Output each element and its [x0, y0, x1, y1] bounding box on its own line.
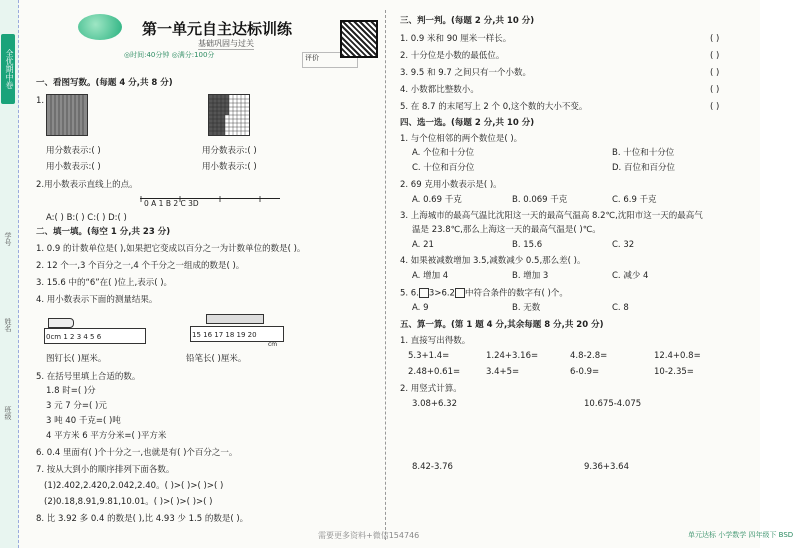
fill-4: 4. 用小数表示下面的测量结果。: [36, 295, 158, 305]
choice-4a: A. 增加 4: [412, 271, 449, 281]
binding-sidebar: [0, 0, 19, 548]
choice-3-line2: 温是 23.8℃,那么上海这一天的最高气温是( )℃。: [412, 225, 601, 235]
section-3-heading: 三、判一判。(每题 2 分,共 10 分): [400, 16, 535, 26]
ruler-left-labels: 0cm 1 2 3 4 5 6: [46, 333, 102, 341]
page-subtitle: 基础巩固与过关: [198, 39, 254, 48]
q1-decimal-left: 用小数表示:( ): [46, 162, 101, 172]
choice-1a: A. 个位和十分位: [412, 148, 475, 158]
judge-4: 4. 小数都比整数小。: [400, 85, 479, 95]
fill-5b: 3 元 7 分=( )元: [46, 401, 107, 411]
choice-2: 2. 69 克用小数表示是( )。: [400, 180, 502, 190]
choice-3a: A. 21: [412, 240, 434, 250]
choice-5-middle: 3>6.2: [428, 288, 455, 299]
fill-4a: 图钉长( )厘米。: [46, 354, 107, 364]
fill-6: 6. 0.4 里面有( )个十分之一,也就是有( )个百分之一。: [36, 448, 238, 458]
section-2-heading: 二、填一填。(每空 1 分,共 23 分): [36, 227, 171, 237]
calc-1a: 5.3+1.4=: [408, 351, 450, 361]
fill-5c: 3 吨 40 千克=( )吨: [46, 416, 121, 426]
calc-1d: 12.4+0.8=: [654, 351, 701, 361]
judge-5-paren: ( ): [710, 102, 720, 112]
score-box: 评价: [302, 52, 358, 68]
section-4-heading: 四、选一选。(每题 2 分,共 10 分): [400, 118, 535, 128]
calc-2d: 9.36+3.64: [584, 462, 629, 472]
fill-5a: 1.8 时=( )分: [46, 386, 96, 396]
ruler-right-unit: cm: [268, 341, 278, 348]
fill-7: 7. 按从大到小的顺序排列下面各数。: [36, 465, 175, 475]
calc-2c: 8.42-3.76: [412, 462, 453, 472]
tenths-grid: [46, 94, 88, 136]
choice-1b: B. 十位和十分位: [612, 148, 675, 158]
choice-2b: B. 0.069 千克: [512, 195, 568, 205]
choice-5-suffix: 中符合条件的数字有( )个。: [464, 288, 568, 299]
choice-4c: C. 减少 4: [612, 271, 649, 281]
calc-2a: 3.08+6.32: [412, 399, 457, 409]
choice-3b: B. 15.6: [512, 240, 543, 250]
time-score-info: ◎时间:40分钟 ◎满分:100分: [124, 51, 215, 59]
fill-8: 8. 比 3.92 多 0.4 的数是( ),比 4.93 少 1.5 的数是( )。: [36, 514, 249, 524]
judge-2-paren: ( ): [710, 51, 720, 61]
calc-1b: 1.24+3.16=: [486, 351, 539, 361]
calc-2: 2. 用竖式计算。: [400, 384, 462, 394]
fill-4b: 铅笔长( )厘米。: [186, 354, 247, 364]
q1-fraction-right: 用分数表示:( ): [202, 146, 257, 156]
fill-3: 3. 15.6 中的“6”在( )位上,表示( )。: [36, 278, 173, 288]
qr-code-icon: [340, 20, 378, 58]
calc-1f: 3.4+5=: [486, 367, 520, 377]
choice-5b: B. 无数: [512, 303, 541, 313]
sidebar-label-class: 班级: [4, 406, 12, 420]
hundredths-grid: [208, 94, 250, 136]
page-title: 第一单元自主达标训练: [142, 20, 293, 38]
calc-1g: 6-0.9=: [570, 367, 600, 377]
judge-2: 2. 十分位是小数的最低位。: [400, 51, 505, 61]
sidebar-tab: 全优期中卷: [1, 34, 15, 104]
section-1-heading: 一、看图写数。(每题 4 分,共 8 分): [36, 78, 173, 88]
question-2: 2.用小数表示直线上的点。: [36, 180, 138, 190]
fill-7b: (2)0.18,8.91,9.81,10.01。( )>( )>( )>( ): [44, 497, 213, 507]
judge-5: 5. 在 8.7 的末尾写上 2 个 0,这个数的大小不变。: [400, 102, 588, 112]
judge-3-paren: ( ): [710, 68, 720, 78]
choice-3c: C. 32: [612, 240, 635, 250]
column-divider: [385, 10, 386, 540]
blank-box-icon: [455, 288, 465, 298]
blank-box-icon: [419, 288, 429, 298]
q1-decimal-right: 用小数表示:( ): [202, 162, 257, 172]
header: [80, 18, 320, 62]
choice-1c: C. 十位和百分位: [412, 163, 475, 173]
section-5-heading: 五、算一算。(第 1 题 4 分,其余每题 8 分,共 20 分): [400, 320, 604, 330]
choice-2c: C. 6.9 千克: [612, 195, 657, 205]
choice-5: [400, 288, 568, 299]
choice-3: 3. 上海城市的最高气温比沈阳这一天的最高气温高 8.2℃,沈阳市这一天的最高气: [400, 211, 703, 221]
footer-brand: 单元达标 小学数学 四年级下 BSD: [688, 531, 793, 539]
fill-5d: 4 平方米 6 平方分米=( )平方米: [46, 431, 167, 441]
judge-1: 1. 0.9 米和 90 厘米一样长。: [400, 34, 512, 44]
choice-4b: B. 增加 3: [512, 271, 549, 281]
calc-2b: 10.675-4.075: [584, 399, 642, 409]
choice-5a: A. 9: [412, 303, 429, 313]
judge-4-paren: ( ): [710, 85, 720, 95]
fill-2: 2. 12 个一,3 个百分之一,4 个千分之一组成的数是( )。: [36, 261, 245, 271]
planet-icon: [78, 14, 122, 40]
number-line-labels: 0 A 1 B 2 C 3D: [144, 199, 199, 208]
sidebar-label-name: 姓名: [4, 318, 12, 332]
pencil-icon: [206, 314, 264, 324]
q2-answers: A:( ) B:( ) C:( ) D:( ): [46, 213, 127, 223]
question-1: 1.: [36, 96, 45, 106]
calc-1: 1. 直接写出得数。: [400, 336, 471, 346]
ruler-right-labels: 15 16 17 18 19 20: [192, 331, 257, 339]
choice-4: 4. 如果被减数增加 3.5,减数减少 0.5,那么差( )。: [400, 256, 586, 266]
choice-1d: D. 百位和百分位: [612, 163, 675, 173]
calc-1e: 2.48+0.61=: [408, 367, 461, 377]
q1-fraction-left: 用分数表示:( ): [46, 146, 101, 156]
choice-5c: C. 8: [612, 303, 629, 313]
calc-1c: 4.8-2.8=: [570, 351, 608, 361]
choice-2a: A. 0.69 千克: [412, 195, 462, 205]
footer-note: 需要更多资料+微信154746: [318, 531, 420, 540]
pin-icon: [48, 318, 74, 328]
choice-1: 1. 与个位相邻的两个数位是( )。: [400, 134, 523, 144]
judge-1-paren: ( ): [710, 34, 720, 44]
fill-5: 5. 在括号里填上合适的数。: [36, 372, 141, 382]
sidebar-label-id: 学号: [4, 232, 12, 246]
fill-1: 1. 0.9 的计数单位是( ),如果把它变成以百分之一为计数单位的数是( )。: [36, 244, 306, 254]
fill-7a: (1)2.402,2.420,2.042,2.40。( )>( )>( )>( ): [44, 481, 224, 491]
choice-5-prefix: 5. 6.: [400, 288, 419, 299]
judge-3: 3. 9.5 和 9.7 之间只有一个小数。: [400, 68, 531, 78]
calc-1h: 10-2.35=: [654, 367, 694, 377]
